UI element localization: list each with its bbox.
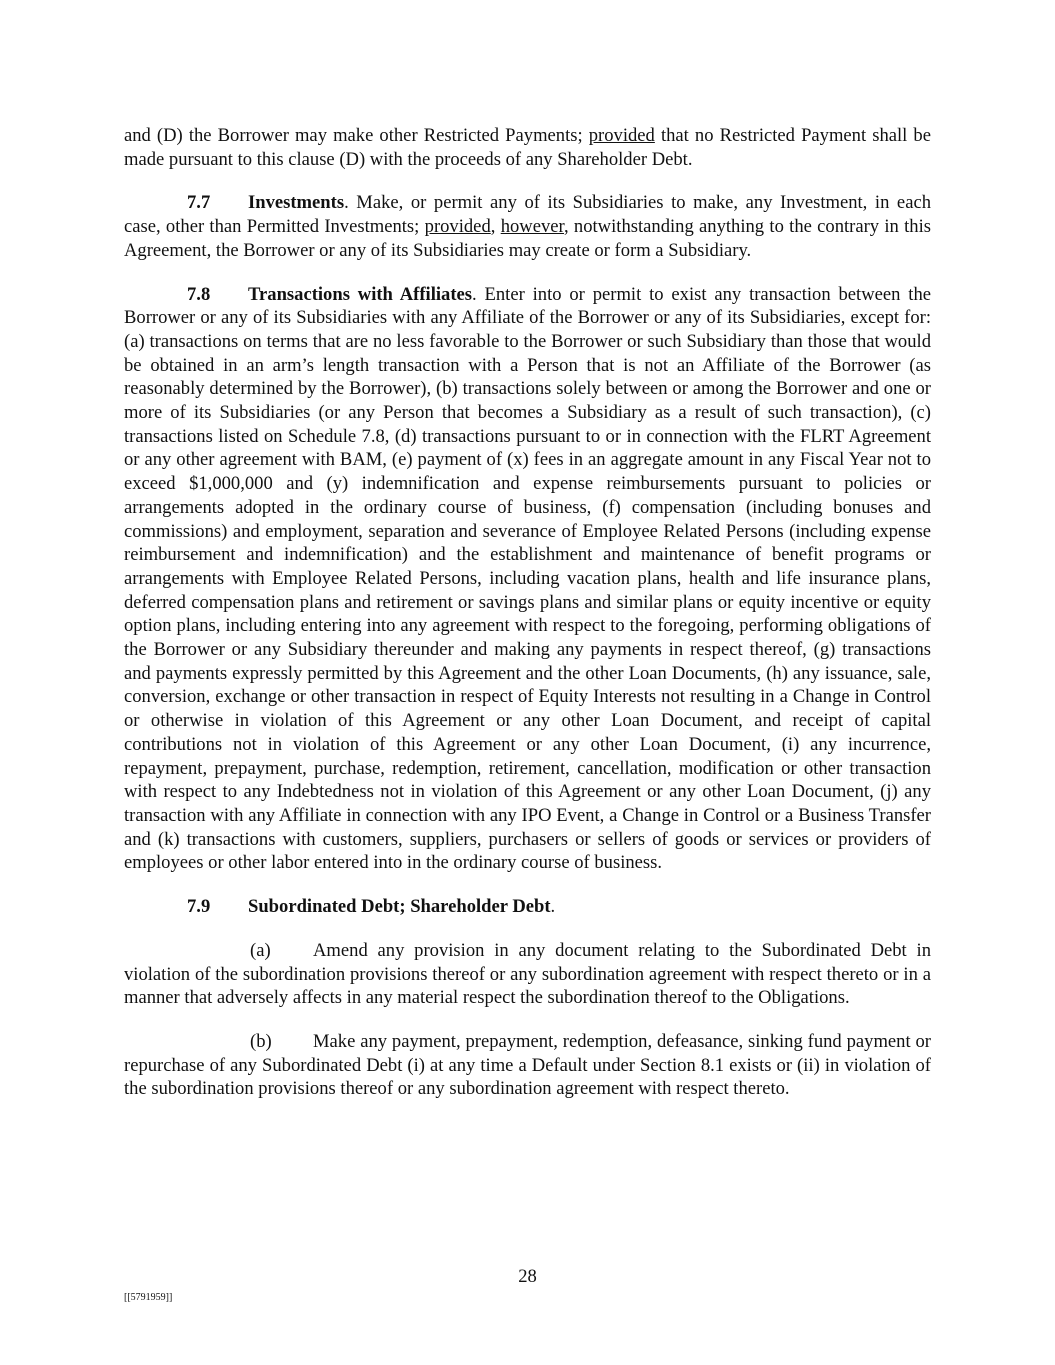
- clause-label: (a): [250, 939, 271, 961]
- intro-text: and (D) the Borrower may make other Restricted Payments;: [124, 125, 589, 146]
- section-heading: Subordinated Debt; Shareholder Debt: [248, 896, 551, 918]
- provided-term: provided: [424, 216, 491, 238]
- clause-text: Make any payment, prepayment, redemption, defeasance, sinking fund payment or repurchase of any Subordinated Debt (i) at any time a Default under Section 8.1 exists or (ii) in violation of the subordination provisions thereof or any subordination agreement with respect thereto.: [124, 1030, 931, 1100]
- section-heading: Transactions with Affiliates: [248, 283, 473, 305]
- section-heading: Investments: [248, 192, 345, 214]
- page-number: 28: [518, 1266, 537, 1287]
- punctuation: ,: [490, 216, 501, 238]
- section-7-8: [124, 283, 931, 876]
- clause-text: Amend any provision in any document relating to the Subordinated Debt in violation of the subordination provisions thereof or any subordination agreement with respect thereto or in a manner that adversely affects in any material respect the subordination thereof to the Obligations.: [124, 939, 931, 1009]
- section-text-cont: , notwithstanding anything to the contrary in this Agreement, the Borrower or any of its Subsidiaries may create or form a Subsidiary.: [124, 216, 932, 261]
- document-id: [[5791959]]: [124, 1292, 173, 1303]
- section-text: . Make, or permit any of its Subsidiaries to make, any Investment, in each case, other than Permitted Investments;: [124, 192, 931, 238]
- clause-label: (b): [250, 1030, 272, 1052]
- provided-term: provided: [588, 125, 655, 146]
- document-body: [124, 124, 931, 1121]
- section-7-7: [124, 191, 931, 262]
- section-number: 7.8: [187, 283, 211, 305]
- section-number: 7.7: [187, 192, 211, 214]
- section-number: 7.9: [187, 896, 211, 918]
- clause-a: [124, 939, 931, 1010]
- punctuation: .: [550, 896, 556, 918]
- however-term: however: [500, 216, 564, 238]
- section-7-9: [124, 895, 931, 919]
- clause-b: [124, 1030, 931, 1101]
- intro-paragraph: [124, 124, 931, 171]
- intro-text-cont: that no Restricted Payment shall be made pursuant to this clause (D) with the proceeds of any Shareholder Debt.: [124, 125, 931, 170]
- section-text: . Enter into or permit to exist any transaction between the Borrower or any of its Subsidiaries with any Affiliate of the Borrower or any of its Subsidiaries, except for: (a) transactions on terms that are no less favorable to the Borrower or such Subsidiary than those that would be obtained in an arm’s length transaction with a Person that is not an Affiliate of the Borrower (as reasonably determined by the Borrower), (b) transactions solely between or among the Borrower and one or more of its Subsidiaries (or any Person that becomes a Subsidiary as a result of such transaction), (c) transactions listed on Schedule 7.8, (d) transactions pursuant to or in connection with the FLRT Agreement or any other agreement with BAM, (e) payment of (x) fees in an aggregate amount in any Fiscal Year not to exceed $1,000,000 and (y) indemnification and expense reimbursements pursuant to policies or arrangements adopted in the ordinary course of business, (f) compensation (including bonuses and commissions) and employment, separation and severance of Employee Related Persons (including expense reimbursement and indemnification) and the establishment and maintenance of benefit programs or arrangements with Employee Related Persons, including vacation plans, health and life insurance plans, deferred compensation plans and retirement or savings plans and similar plans or equity incentive or equity option plans, including entering into any agreement with respect to the foregoing, performing obligations of the Borrower or any Subsidiary thereunder and making any payments in respect thereof, (g) transactions and payments expressly permitted by this Agreement and the other Loan Documents, (h) any issuance, sale, conversion, exchange or other transaction in respect of Equity Interests not resulting in a Change in Control or otherwise in violation of this Agreement or any other Loan Document, and receipt of capital contributions not in violation of this Agreement or any other Loan Document, (i) any incurrence, repayment, prepayment, purchase, redemption, retirement, cancellation, modification or other transaction with respect to any Indebtedness not in violation of this Agreement or any other Loan Document, (j) any transaction with any Affiliate in connection with any IPO Event, a Change in Control or a Business Transfer and (k) transactions with customers, suppliers, purchasers or sellers of goods or services or providers of employees or other labor entered into in the ordinary course of business.: [124, 283, 931, 874]
